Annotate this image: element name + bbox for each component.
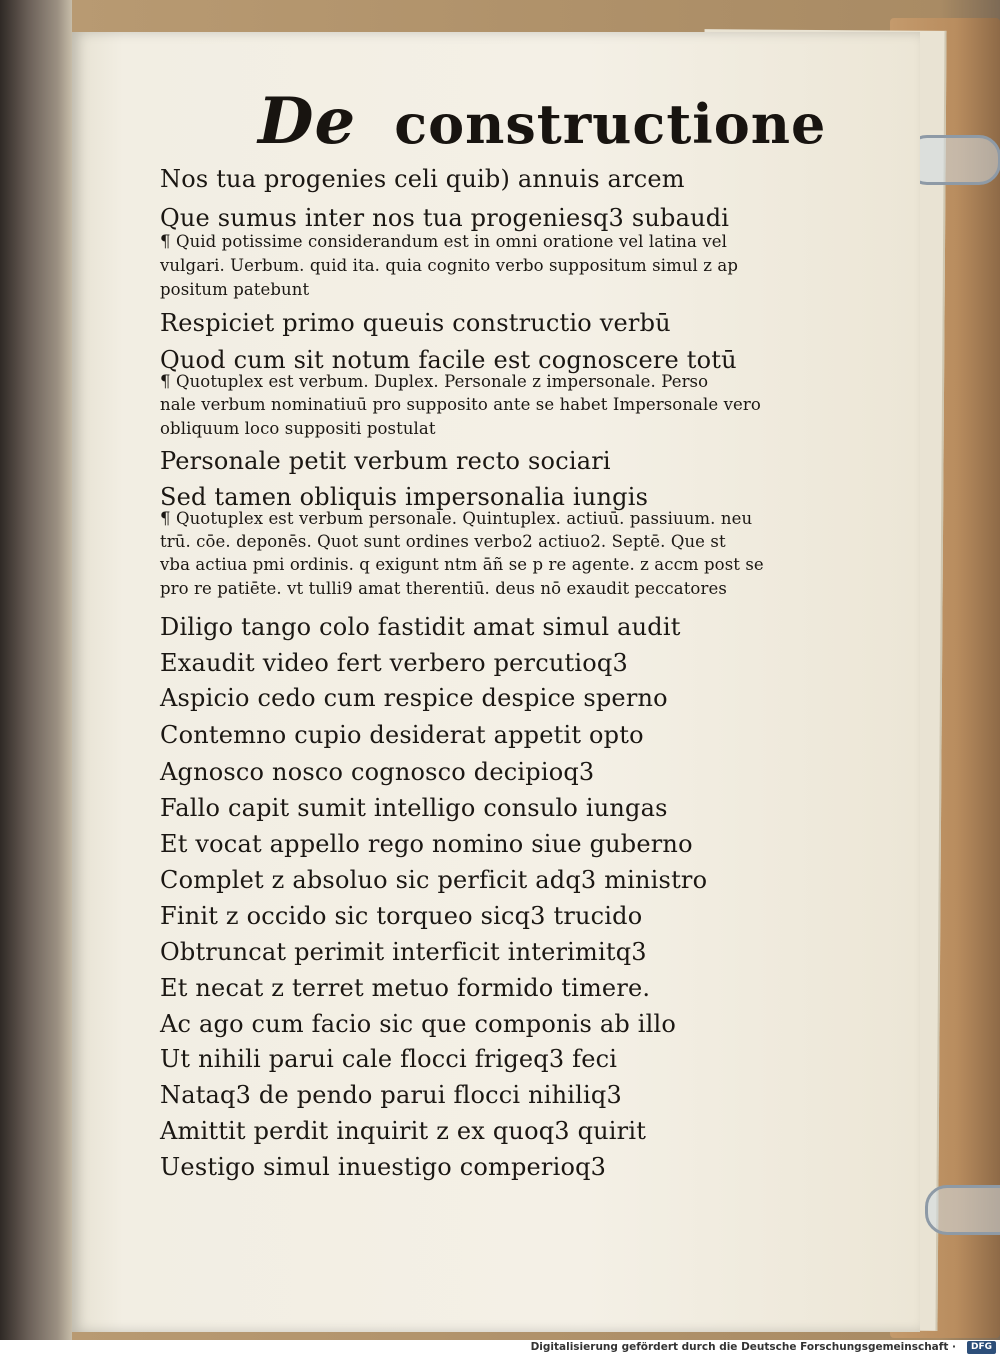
title-word: constructione — [394, 92, 827, 156]
footer-credit: Digitalisierung gefördert durch die Deutsche Forschungsgemeinschaft · — [530, 1341, 956, 1353]
page-title — [258, 84, 826, 159]
verse-line: Uestigo simul inuestigo comperioq3 — [160, 1153, 607, 1181]
verse-line: Personale petit verbum recto sociari — [160, 447, 611, 475]
gloss-line: pro re patiēte. vt tulli9 amat therentiū. deus nō exaudit peccatores — [160, 579, 727, 598]
gloss-line: vulgari. Uerbum. quid ita. quia cognito verbo suppositum simul z ap — [160, 256, 739, 275]
verse-line: Exaudit video fert verbero percutioq3 — [160, 649, 628, 677]
verse-line: Que sumus inter nos tua progeniesq3 subaudi — [160, 204, 730, 232]
verse-line: Agnosco nosco cognosco decipioq3 — [160, 758, 595, 786]
verse-line: Et necat z terret metuo formido timere. — [160, 974, 651, 1002]
verse-line: Aspicio cedo cum respice despice sperno — [160, 684, 668, 712]
verse-line: Et vocat appello rego nomino siue guberno — [160, 830, 693, 858]
gloss-line: ¶ Quotuplex est verbum personale. Quintuplex. actiuū. passiuum. neu — [160, 509, 753, 528]
title-initial: De — [258, 84, 357, 159]
gloss-line: nale verbum nominatiuū pro supposito ante se habet Impersonale vero — [160, 395, 761, 414]
verse-line: Quod cum sit notum facile est cognoscere totū — [160, 346, 737, 374]
gloss-line: vba actiua pmi ordinis. q exigunt ntm āñ se p re agente. z accm post se — [160, 555, 764, 574]
verse-line: Sed tamen obliquis impersonalia iungis — [160, 483, 649, 511]
left-binding-edge — [0, 0, 72, 1340]
gloss-line: ¶ Quotuplex est verbum. Duplex. Personale z impersonale. Perso — [160, 372, 709, 391]
verse-line: Obtruncat perimit interficit interimitq3 — [160, 938, 647, 966]
verse-line: Contemno cupio desiderat appetit opto — [160, 721, 644, 749]
verse-line: Ac ago cum facio sic que componis ab illo — [160, 1010, 677, 1038]
verse-line: Finit z occido sic torqueo sicq3 trucido — [160, 902, 643, 930]
verse-line: Respiciet primo queuis constructio verbū — [160, 309, 671, 337]
verse-line: Ut nihili parui cale flocci frigeq3 feci — [160, 1045, 618, 1073]
bottom-clip — [925, 1185, 1000, 1235]
dfg-logo: DFG — [967, 1341, 996, 1354]
verse-line: Complet z absoluo sic perficit adq3 ministro — [160, 866, 708, 894]
verse-line: Diligo tango colo fastidit amat simul audit — [160, 613, 681, 641]
book-page — [72, 32, 920, 1332]
gloss-line: positum patebunt — [160, 280, 310, 299]
gloss-line: ¶ Quid potissime considerandum est in omni oratione vel latina vel — [160, 232, 727, 251]
verse-line: Nataq3 de pendo parui flocci nihiliq3 — [160, 1081, 622, 1109]
gloss-line: obliquum loco suppositi postulat — [160, 419, 436, 438]
gloss-line: trū. cōe. deponēs. Quot sunt ordines verbo2 actiuo2. Septē. Que st — [160, 532, 726, 551]
verse-line: Fallo capit sumit intelligo consulo iungas — [160, 794, 668, 822]
verse-line: Amittit perdit inquirit z ex quoq3 quirit — [160, 1117, 647, 1145]
verse-line: Nos tua progenies celi quib) annuis arcem — [160, 165, 685, 193]
